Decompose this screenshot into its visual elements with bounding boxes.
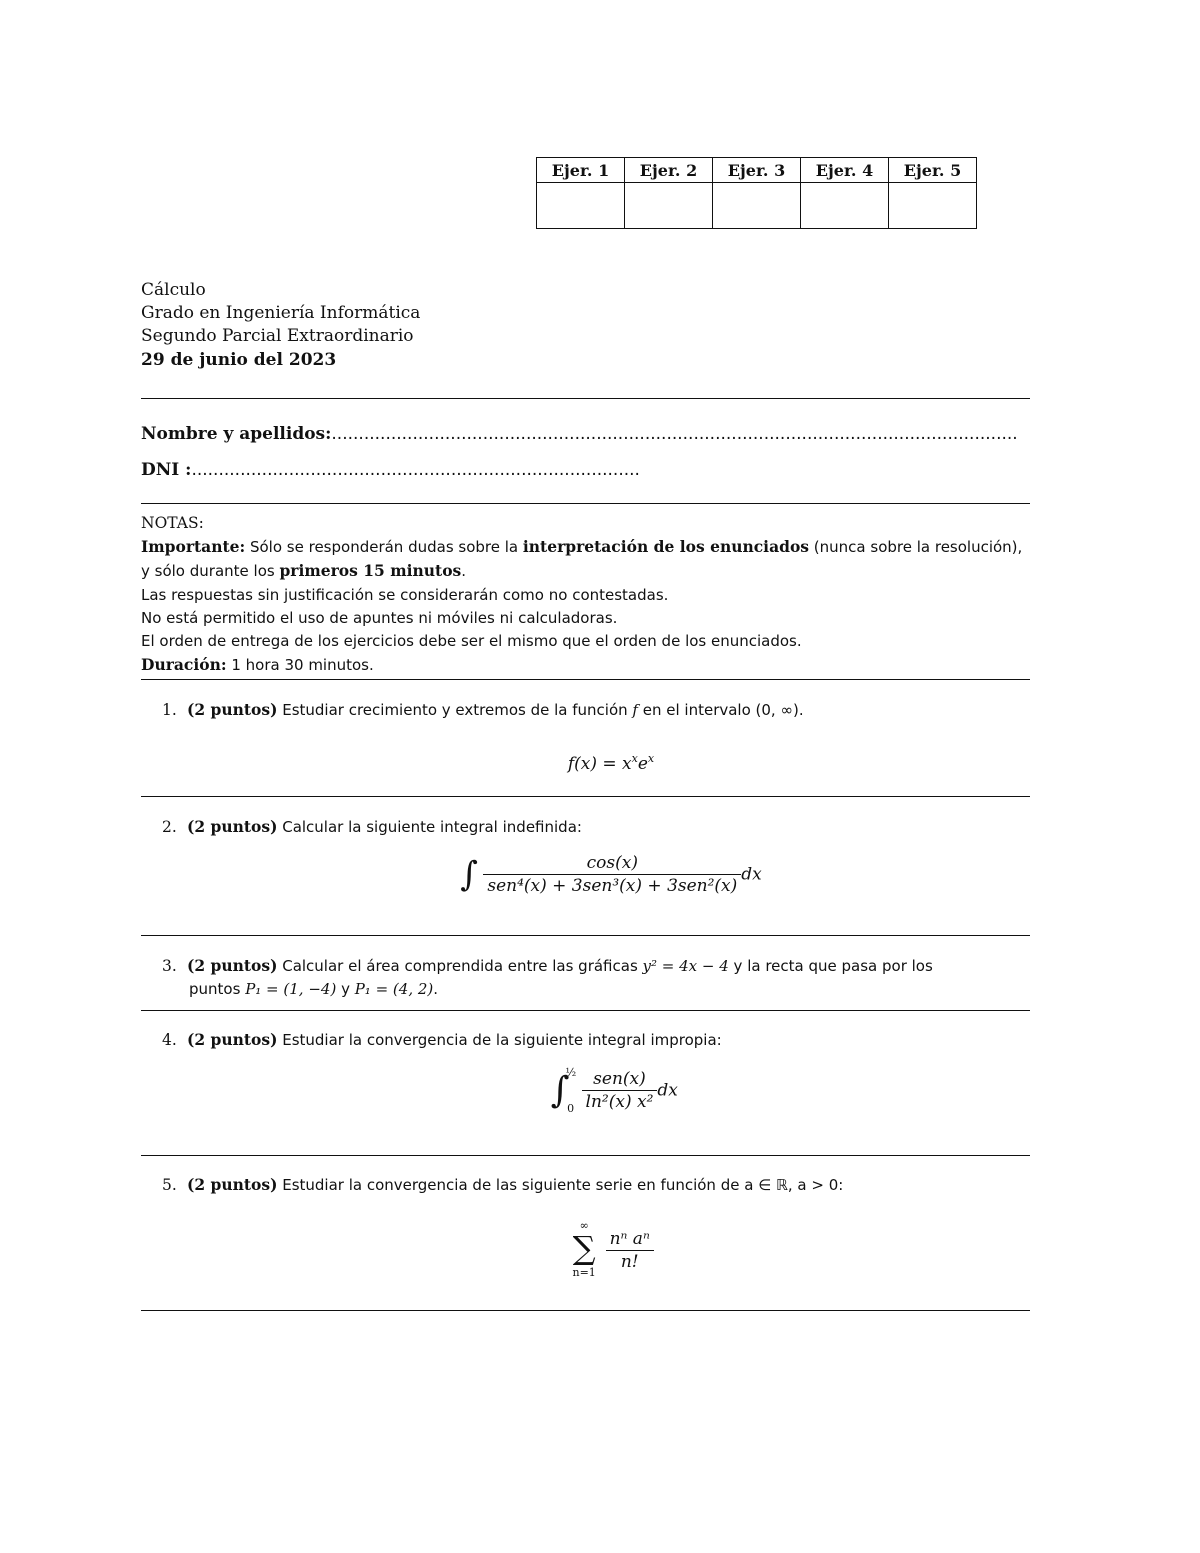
exam-title: Segundo Parcial Extraordinario xyxy=(141,326,414,346)
duration-label: Duración: xyxy=(141,655,227,675)
summation xyxy=(568,1219,600,1279)
score-table-grade-row xyxy=(537,183,977,229)
divider xyxy=(141,935,1030,936)
exercise-2-formula: ∫ $\frac{\cos(x)}{\text{sen⁴(x) + 3sen³(x) + 3sen²(x)}}$ dx xyxy=(460,853,762,896)
notes-line: No está permitido el uso de apuntes ni móviles ni calculadoras. xyxy=(141,608,618,627)
score-cell-ejer-2 xyxy=(625,183,713,229)
exercise-1: 1. (2 puntos) Estudiar crecimiento y extremos de la función f en el intervalo (0, ∞). xyxy=(162,700,804,719)
exercise-4: 4. (2 puntos) Estudiar la convergencia de la siguiente integral impropia: xyxy=(162,1030,722,1049)
fraction: $\frac{\cos(x)}{\text{sen⁴(x) + 3sen³(x) + 3sen²(x)}}$ xyxy=(483,852,741,897)
exercise-4-formula: ∫ ½ 0 $\frac{\text{sen(x)}}{\text{ln²(x) x²}}$ dx xyxy=(141,1068,1081,1113)
fraction: $\frac{\text{sen(x)}}{\text{ln²(x) x²}}$ xyxy=(582,1068,658,1113)
divider xyxy=(141,1010,1030,1011)
notes-line: El orden de entrega de los ejercicios debe ser el mismo que el orden de los enunciados. xyxy=(141,632,802,651)
score-header-ejer-5: Ejer. 5 xyxy=(889,158,977,183)
score-header-ejer-3: Ejer. 3 xyxy=(713,158,801,183)
score-header-ejer-4: Ejer. 4 xyxy=(801,158,889,183)
divider xyxy=(141,796,1030,797)
course-title: Cálculo xyxy=(141,280,206,300)
name-field xyxy=(141,424,1018,444)
exercise-3: 3. (2 puntos) Calcular el área comprendida entre las gráficas y² = 4x − 4 y la recta que pasa por los puntos P₁ = (1, −4) y P₁ = (4, 2). xyxy=(162,956,933,998)
score-cell-ejer-1 xyxy=(537,183,625,229)
notes-section xyxy=(141,512,1033,677)
degree-title: Grado en Ingeniería Informática xyxy=(141,303,421,323)
exercise-1-formula: $f(x) = x^xe^x$ xyxy=(567,752,655,774)
name-dots: ............................................................................................................................... xyxy=(331,424,1018,444)
score-cell-ejer-3 xyxy=(713,183,801,229)
integral-sign: ∫ xyxy=(550,1070,570,1111)
score-header-ejer-1: Ejer. 1 xyxy=(537,158,625,183)
notes-duration: Duración: 1 hora 30 minutos. xyxy=(141,655,374,675)
integral-sign: ∫ xyxy=(460,854,478,895)
score-cell-ejer-4 xyxy=(801,183,889,229)
score-table-header-row xyxy=(537,158,977,183)
score-header-ejer-2: Ejer. 2 xyxy=(625,158,713,183)
sigma-sign: ∑ xyxy=(572,1229,596,1267)
divider xyxy=(141,1310,1030,1311)
divider xyxy=(141,503,1030,504)
notes-title: NOTAS: xyxy=(141,514,204,532)
name-label: Nombre y apellidos: xyxy=(141,424,332,444)
exercise-2: 2. (2 puntos) Calcular la siguiente integral indefinida: xyxy=(162,817,582,836)
dni-label: DNI : xyxy=(141,460,192,480)
divider xyxy=(141,398,1030,399)
score-table xyxy=(536,157,977,229)
dni-field xyxy=(141,460,640,480)
exam-date: 29 de junio del 2023 xyxy=(141,350,337,370)
dni-dots: ................................................................................... xyxy=(191,460,640,480)
integral-with-limits xyxy=(544,1066,577,1115)
upper-limit: ∞ xyxy=(579,1219,589,1232)
important-label: Importante: xyxy=(141,537,246,557)
fraction: $\frac{\text{nⁿ aⁿ}}{n!}$ xyxy=(606,1228,654,1273)
score-cell-ejer-5 xyxy=(889,183,977,229)
lower-limit: n=1 xyxy=(572,1266,596,1279)
divider xyxy=(141,679,1030,680)
upper-limit: ½ xyxy=(565,1066,577,1079)
notes-line: Las respuestas sin justificación se considerarán como no contestadas. xyxy=(141,585,669,604)
divider xyxy=(141,1155,1030,1156)
exercise-5-formula xyxy=(141,1219,1081,1279)
exercise-5: 5. (2 puntos) Estudiar la convergencia de las siguiente serie en función de a ∈ ℝ, a > 0: xyxy=(162,1175,844,1194)
lower-limit: 0 xyxy=(567,1102,575,1115)
notes-important: Importante: Sólo se responderán dudas sobre la interpretación de los enunciados (nunca sobre la resolución), y sólo durante los primeros 15 minutos. xyxy=(141,537,1023,581)
